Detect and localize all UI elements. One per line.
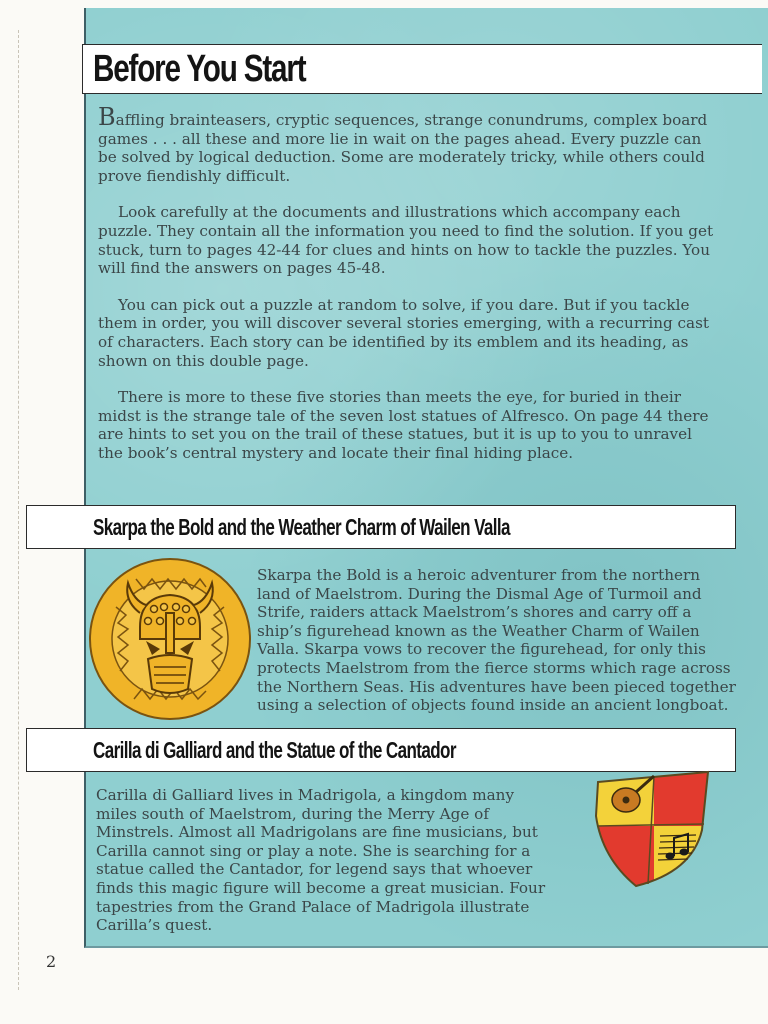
section-heading-banner-skarpa <box>26 505 736 549</box>
intro-text <box>98 103 718 481</box>
lute-shield-icon <box>588 754 718 890</box>
page-edge <box>18 30 22 990</box>
page-number: 2 <box>46 952 57 971</box>
section-heading-skarpa: Skarpa the Bold and the Weather Charm of Wailen Valla <box>93 513 510 540</box>
section-heading-carilla: Carilla di Galliard and the Statue of the Cantador <box>93 736 456 763</box>
intro-paragraph-4: There is more to these five stories than meets the eye, for buried in their midst is the strange tale of the seven lost statues of Alfresco. On page 44 there are hints to set you on the trail of these statues, but it is up to you to unravel the book’s central mystery and locate their final hiding place. <box>98 388 709 462</box>
intro-paragraph-2: Look carefully at the documents and illustrations which accompany each puzzle. They contain all the information you need to find the solution. If you get stuck, turn to pages 42-44 for clues and hints on how to tackle the puzzles. You will find the answers on pages 45-48. <box>98 203 714 278</box>
intro-paragraph-3: You can pick out a puzzle at random to solve, if you dare. But if you tackle them in order, you will discover several stories emerging, with a recurring cast of characters. Each story can be identified by its emblem and its heading, as shown on this double page. <box>98 295 709 370</box>
intro-paragraph-1: Baffling brainteasers, cryptic sequences, strange conundrums, complex board games . . . all these and more lie in wait on the pages ahead. Every puzzle can be solved by logical deduction. Some are moderately tricky, while others could prove fiendishly difficult. <box>98 103 708 185</box>
viking-helmet-medallion-icon <box>88 557 252 721</box>
drop-cap: B <box>98 103 116 131</box>
section-text-carilla: Carilla di Galliard lives in Madrigola, a kingdom many miles south of Maelstrom, during the Merry Age of Minstrels. Almost all Madrigolans are fine musicians, but Carilla cannot sing or play a note. She is searching for a statue called the Cantador, for legend says that whoever finds this magic figure will become a great musician. Four tapestries from the Grand Palace of Madrigola illustrate Carilla’s quest. <box>96 786 546 935</box>
page-title-banner <box>82 44 762 94</box>
page-title: Before You Start <box>93 47 306 90</box>
section-text-skarpa: Skarpa the Bold is a heroic adventurer from the northern land of Maelstrom. During the Dismal Age of Turmoil and Strife, raiders attack Maelstrom’s shores and carry off a ship’s figurehead known as the Weather Charm of Wailen Valla. Skarpa vows to recover the figurehead, for only this protects Maelstrom from the fierce storms which rage across the Northern Seas. His adventures have been pieced together using a selection of objects found inside an ancient longboat. <box>257 566 736 715</box>
